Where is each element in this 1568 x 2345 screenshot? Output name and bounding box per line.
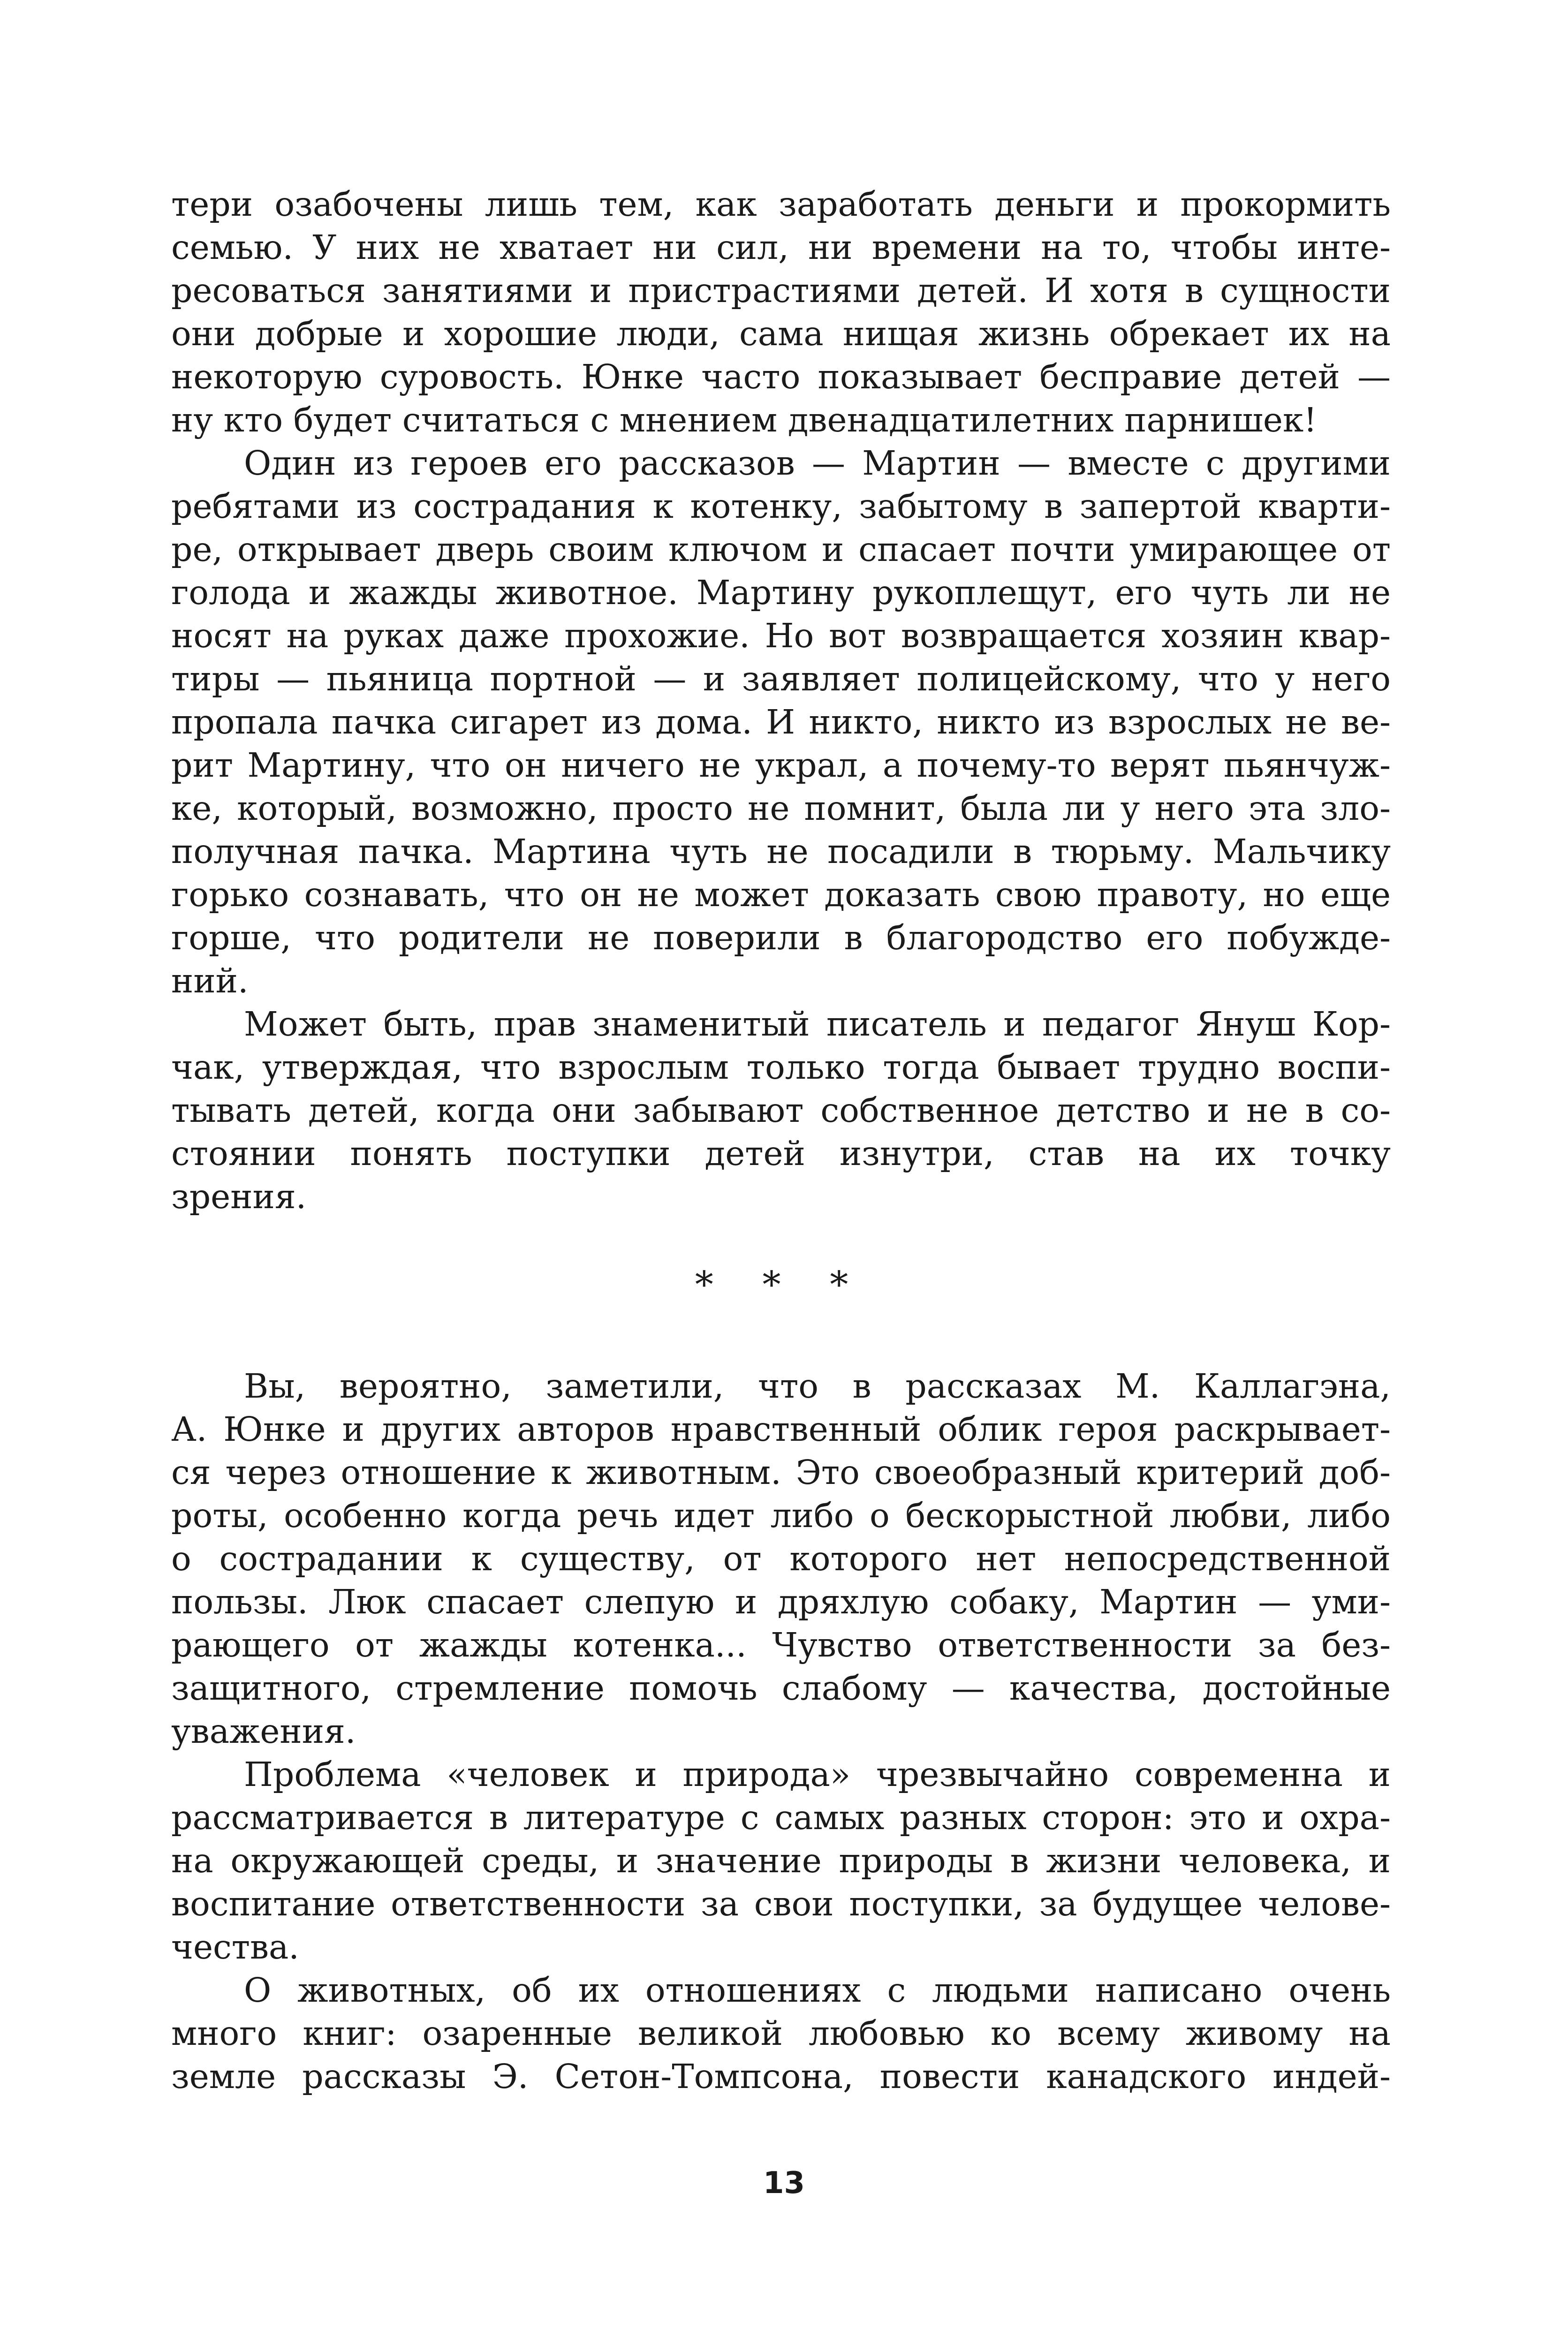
text-line: Один из героев его рассказов — Мартин — вместе с другими — [244, 444, 1391, 483]
text-line: чества. — [171, 1928, 299, 1967]
text-line: ре, открывает дверь своим ключом и спасает почти умирающее от — [171, 530, 1391, 569]
text-line: горько сознавать, что он не может доказать свою правоту, но еще — [171, 875, 1391, 914]
text-line: роты, особенно когда речь идет либо о бескорыстной любви, либо — [171, 1496, 1391, 1535]
text-line: семью. У них не хватает ни сил, ни времени на то, чтобы инте- — [171, 228, 1391, 267]
text-block-bottom — [171, 1365, 1391, 2098]
text-line: земле рассказы Э. Сетон-Томпсона, повести канадского индей- — [171, 2057, 1391, 2096]
text-line: рающего от жажды котенка... Чувство ответственности за без- — [171, 1626, 1391, 1664]
text-line: пропала пачка сигарет из дома. И никто, никто из взрослых не ве- — [171, 703, 1391, 741]
text-line: ний. — [171, 961, 249, 1000]
section-break: * * * — [695, 1264, 867, 1306]
text-line: О животных, об их отношениях с людьми написано очень — [244, 1971, 1391, 2010]
paragraph — [171, 442, 1391, 1003]
text-line: уважения. — [171, 1712, 356, 1751]
paragraph — [171, 183, 1391, 442]
paragraph — [171, 1969, 1391, 2098]
text-line: защитного, стремление помочь слабому — качества, достойные — [171, 1669, 1391, 1708]
text-line: рассматривается в литературе с самых разных сторон: это и охра- — [171, 1798, 1391, 1837]
text-line: чак, утверждая, что взрослым только тогда бывает трудно воспи- — [171, 1048, 1391, 1087]
text-line: стоянии понять поступки детей изнутри, став на их точку — [171, 1134, 1391, 1173]
text-line: тери озабочены лишь тем, как заработать деньги и прокормить — [171, 185, 1391, 224]
text-line: тывать детей, когда они забывают собственное детство и не в со- — [171, 1091, 1391, 1130]
text-line: ну кто будет считаться с мнением двенадцатилетних парнишек! — [171, 401, 1317, 439]
text-line: на окружающей среды, и значение природы в жизни человека, и — [171, 1841, 1391, 1880]
paragraph — [171, 1365, 1391, 1753]
text-line: много книг: озаренные великой любовью ко всему живому на — [171, 2014, 1391, 2053]
text-line: воспитание ответственности за свои поступки, за будущее челове- — [171, 1884, 1391, 1923]
text-line: Проблема «человек и природа» чрезвычайно современна и — [244, 1755, 1391, 1794]
text-line: Может быть, прав знаменитый писатель и педагог Януш Кор- — [244, 1005, 1391, 1044]
text-line: голода и жажды животное. Мартину рукоплещут, его чуть ли не — [171, 573, 1391, 612]
text-line: носят на руках даже прохожие. Но вот возвращается хозяин квар- — [171, 616, 1391, 655]
text-line: ребятами из сострадания к котенку, забытому в запертой кварти- — [171, 487, 1391, 526]
text-line: они добрые и хорошие люди, сама нищая жизнь обрекает их на — [171, 314, 1391, 353]
text-line: некоторую суровость. Юнке часто показывает бесправие детей — — [171, 357, 1391, 396]
text-line: пользы. Люк спасает слепую и дряхлую собаку, Мартин — уми- — [171, 1582, 1391, 1621]
text-line: горше, что родители не поверили в благородство его побужде- — [171, 918, 1391, 957]
text-line: получная пачка. Мартина чуть не посадили в тюрьму. Мальчику — [171, 832, 1391, 871]
text-line: рит Мартину, что он ничего не украл, а почему-то верят пьянчуж- — [171, 746, 1391, 785]
paragraph — [171, 1753, 1391, 1969]
text-line: тиры — пьяница портной — и заявляет полицейскому, что у него — [171, 659, 1391, 698]
text-line: зрения. — [171, 1177, 307, 1216]
text-line: ся через отношение к животным. Это своеобразный критерий доб- — [171, 1453, 1391, 1492]
text-line: о сострадании к существу, от которого нет непосредственной — [171, 1539, 1391, 1578]
page-number: 13 — [763, 2166, 805, 2201]
text-line: ресоваться занятиями и пристрастиями детей. И хотя в сущности — [171, 271, 1391, 310]
text-block-top — [171, 183, 1391, 2096]
text-line: ке, который, возможно, просто не помнит, была ли у него эта зло- — [171, 789, 1391, 828]
paragraph — [171, 1003, 1391, 1218]
text-line: Вы, вероятно, заметили, что в рассказах М. Каллагэна, — [244, 1367, 1391, 1406]
text-line: А. Юнке и других авторов нравственный облик героя раскрывает- — [171, 1410, 1391, 1449]
